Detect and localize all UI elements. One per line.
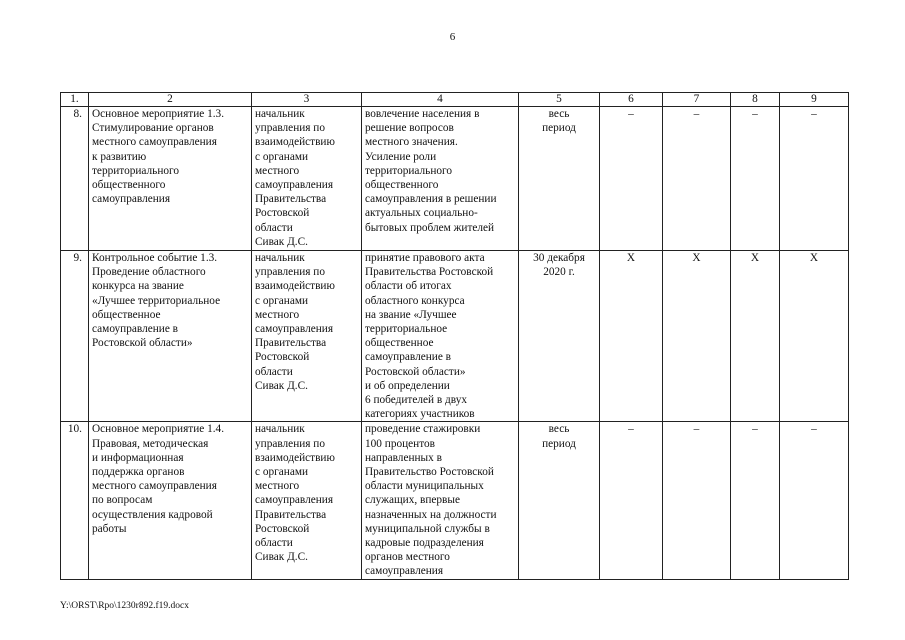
- row-number: 10.: [61, 422, 89, 579]
- file-path-footer: Y:\ORST\Rpo\1230r892.f19.docx: [60, 601, 189, 611]
- column-header: 7: [663, 93, 731, 107]
- mark-cell: Х: [600, 251, 663, 422]
- mark-cell: Х: [663, 251, 731, 422]
- mark-cell: –: [600, 422, 663, 579]
- executor-cell: начальник управления по взаимодействию с органами местного самоуправления Правительства Ростовской области Сивак Д.С.: [252, 422, 362, 579]
- mark-cell: –: [663, 422, 731, 579]
- column-header: 8: [731, 93, 780, 107]
- event-cell: Основное мероприятие 1.3. Стимулирование органов местного самоуправления к развитию территориального общественного самоуправления: [89, 107, 252, 251]
- row-number: 8.: [61, 107, 89, 251]
- page-number: 6: [449, 31, 456, 43]
- table-row: [61, 107, 849, 251]
- mark-cell: Х: [780, 251, 849, 422]
- column-header: 2: [89, 93, 252, 107]
- date-cell: весь период: [519, 422, 600, 579]
- row-number: 9.: [61, 251, 89, 422]
- table-row: [61, 251, 849, 422]
- table-row: [61, 422, 849, 579]
- mark-cell: –: [600, 107, 663, 251]
- executor-cell: начальник управления по взаимодействию с органами местного самоуправления Правительства Ростовской области Сивак Д.С.: [252, 251, 362, 422]
- plan-table: [60, 92, 849, 580]
- mark-cell: –: [731, 422, 780, 579]
- date-cell: весь период: [519, 107, 600, 251]
- result-cell: проведение стажировки 100 процентов направленных в Правительство Ростовской области муниципальных служащих, впервые назначенных на должности муниципальной службы в кадровые подразделения органов местного самоуправления: [362, 422, 519, 579]
- mark-cell: –: [731, 107, 780, 251]
- event-cell: Основное мероприятие 1.4. Правовая, методическая и информационная поддержка органов местного самоуправления по вопросам осуществления кадровой работы: [89, 422, 252, 579]
- result-cell: вовлечение населения в решение вопросов местного значения. Усиление роли территориального общественного самоуправления в решении актуальных социально- бытовых проблем жителей: [362, 107, 519, 251]
- column-header: 3: [252, 93, 362, 107]
- date-cell: 30 декабря 2020 г.: [519, 251, 600, 422]
- table-header-row: [61, 93, 849, 107]
- mark-cell: –: [663, 107, 731, 251]
- mark-cell: –: [780, 422, 849, 579]
- column-header: 5: [519, 93, 600, 107]
- column-header: 4: [362, 93, 519, 107]
- event-cell: Контрольное событие 1.3. Проведение областного конкурса на звание «Лучшее территориальное общественное самоуправление в Ростовской области»: [89, 251, 252, 422]
- mark-cell: Х: [731, 251, 780, 422]
- column-header: 9: [780, 93, 849, 107]
- mark-cell: –: [780, 107, 849, 251]
- result-cell: принятие правового акта Правительства Ростовской области об итогах областного конкурса на звание «Лучшее территориальное общественное самоуправление в Ростовской области» и об определении 6 победителей в двух категориях участников: [362, 251, 519, 422]
- column-header: 1.: [61, 93, 89, 107]
- column-header: 6: [600, 93, 663, 107]
- executor-cell: начальник управления по взаимодействию с органами местного самоуправления Правительства Ростовской области Сивак Д.С.: [252, 107, 362, 251]
